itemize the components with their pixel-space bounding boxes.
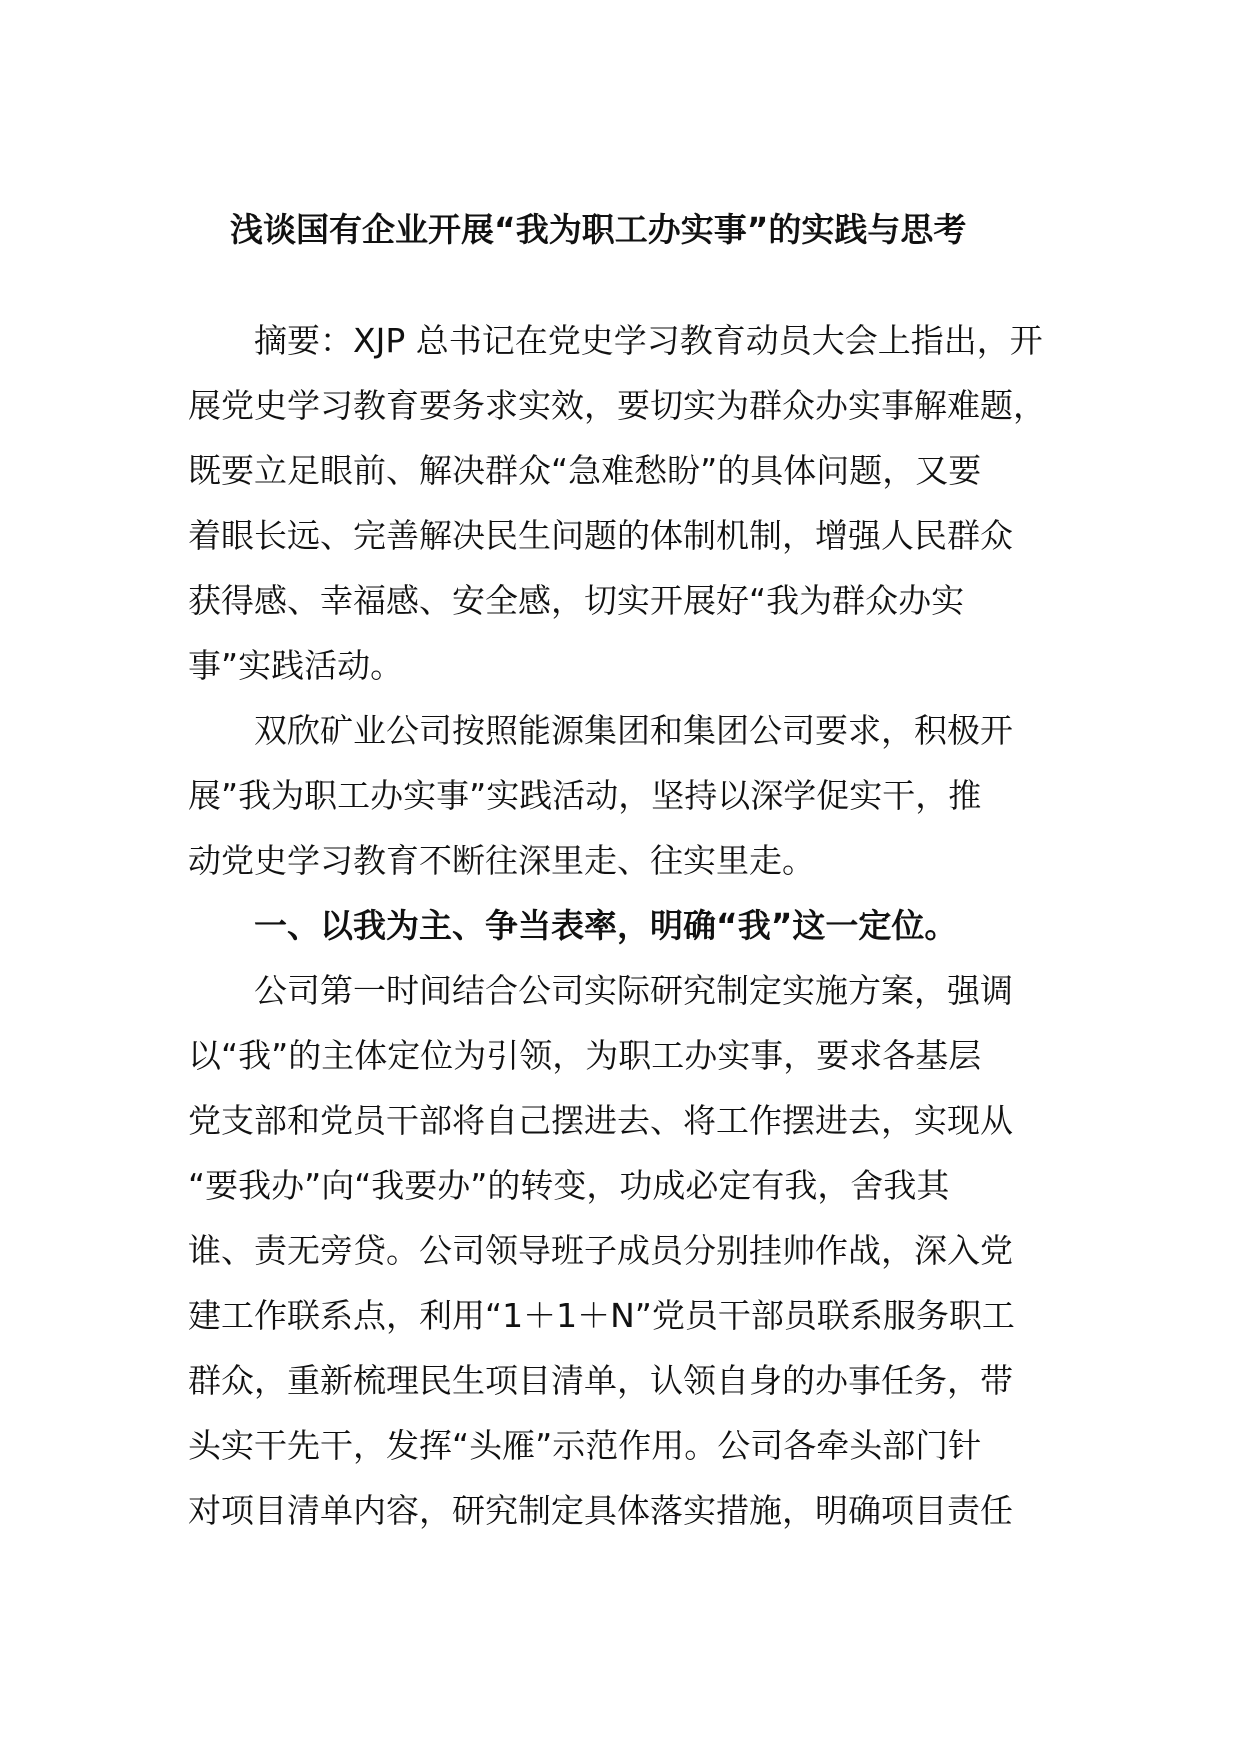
paragraph-line: 展党史学习教育要务求实效，要切实为群众办实事解难题， xyxy=(188,386,1046,425)
paragraph-line: 获得感、幸福感、安全感，切实开展好“我为群众办实 xyxy=(188,581,965,620)
document-body xyxy=(188,308,1068,1543)
paragraph-line: 着眼长远、完善解决民生问题的体制机制，增强人民群众 xyxy=(188,516,1013,555)
document-title: 浅谈国有企业开展“我为职工办实事”的实践与思考 xyxy=(230,210,967,249)
paragraph-line: 谁、责无旁贷。公司领导班子成员分别挂帅作战，深入党 xyxy=(188,1231,1013,1270)
paragraph-line: 以“我”的主体定位为引领，为职工办实事，要求各基层 xyxy=(188,1036,982,1075)
paragraph-line: 党支部和党员干部将自己摆进去、将工作摆进去，实现从 xyxy=(188,1101,1013,1140)
paragraph-line: 建工作联系点，利用“1＋1＋N”党员干部员联系服务职工 xyxy=(188,1296,1015,1335)
paragraph-line: 群众，重新梳理民生项目清单，认领自身的办事任务，带 xyxy=(188,1361,1013,1400)
paragraph-line: 摘要：XJP 总书记在党史学习教育动员大会上指出，开 xyxy=(254,321,1043,360)
paragraph-line: 既要立足眼前、解决群众“急难愁盼”的具体问题，又要 xyxy=(188,451,982,490)
paragraph-line: 展”我为职工办实事”实践活动，坚持以深学促实干，推 xyxy=(188,776,982,815)
paragraph-line: 动党史学习教育不断往深里走、往实里走。 xyxy=(188,841,815,880)
paragraph-line: 双欣矿业公司按照能源集团和集团公司要求，积极开 xyxy=(254,711,1013,750)
paragraph-line: 对项目清单内容，研究制定具体落实措施，明确项目责任 xyxy=(188,1491,1013,1530)
paragraph-line: 公司第一时间结合公司实际研究制定实施方案，强调 xyxy=(254,971,1013,1010)
section-heading: 一、以我为主、争当表率，明确“我”这一定位。 xyxy=(254,906,958,945)
paragraph-line: “要我办”向“我要办”的转变，功成必定有我，舍我其 xyxy=(188,1166,950,1205)
paragraph-line: 头实干先干，发挥“头雁”示范作用。公司各牵头部门针 xyxy=(188,1426,982,1465)
paragraph-line: 事”实践活动。 xyxy=(188,646,404,685)
